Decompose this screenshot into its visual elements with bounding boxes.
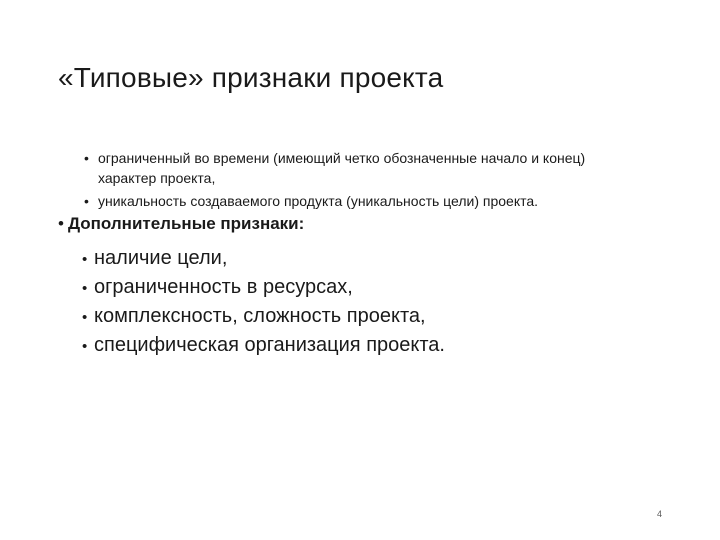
list-item xyxy=(82,302,445,331)
list-item-text: уникальность создаваемого продукта (уникальность цели) проекта. xyxy=(98,193,539,209)
list-item-text: комплексность, сложность проекта, xyxy=(94,305,426,327)
list-item-text: ограниченный во времени (имеющий четко обозначенные начало и конец) характер проекта, xyxy=(98,150,586,186)
heading-text: Дополнительные признаки: xyxy=(67,214,305,233)
list-item xyxy=(82,331,445,360)
bullet-icon: • xyxy=(82,338,88,355)
list-item xyxy=(82,244,445,273)
bullet-icon: • xyxy=(58,214,64,233)
page-number: 4 xyxy=(657,509,663,519)
list-item xyxy=(84,191,644,211)
bullet-icon: • xyxy=(84,150,89,166)
list-item xyxy=(84,148,644,188)
bullet-icon: • xyxy=(82,309,88,326)
bullet-icon: • xyxy=(82,280,88,297)
bullet-icon: • xyxy=(84,193,89,209)
typical-features-list xyxy=(84,148,644,214)
list-item xyxy=(82,273,445,302)
list-item-text: наличие цели, xyxy=(94,247,228,269)
additional-features-list xyxy=(82,244,445,360)
list-item-text: специфическая организация проекта. xyxy=(94,334,445,356)
bullet-icon: • xyxy=(82,251,88,268)
list-item-text: ограниченность в ресурсах, xyxy=(94,276,353,298)
additional-features-heading xyxy=(58,214,304,234)
slide-title: «Типовые» признаки проекта xyxy=(58,62,444,93)
